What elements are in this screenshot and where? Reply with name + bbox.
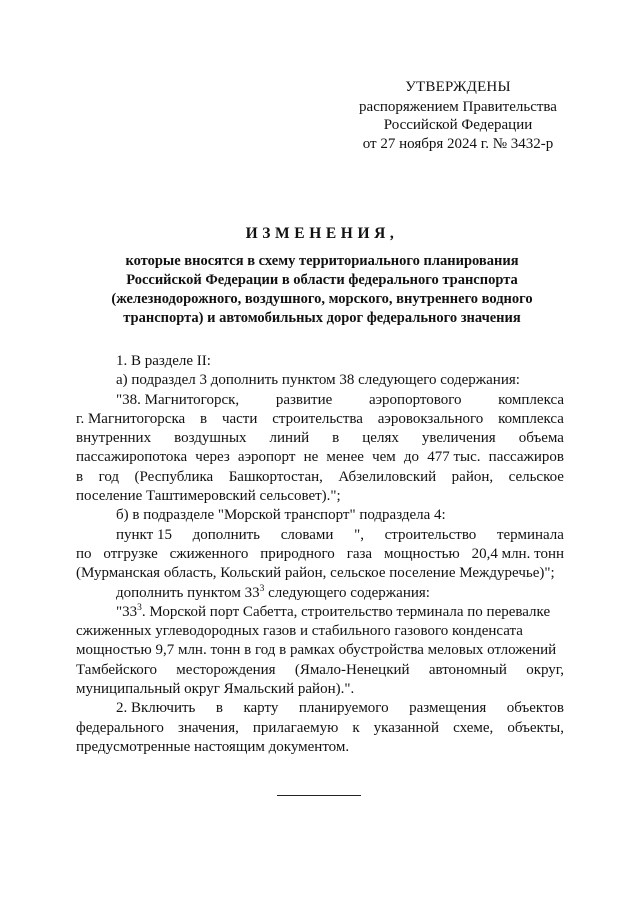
word: аэропортового [368,391,462,408]
paragraph-line [76,429,564,448]
word: 2. Включить [116,700,196,717]
word: мощностью [383,545,460,562]
word: словами [280,526,334,543]
word: комплекса [498,410,564,427]
word: дополнить [192,526,261,543]
word: строительство [384,526,477,543]
word: увеличения [421,430,496,447]
word: аэропорт [237,449,296,466]
word: воздушных [174,430,247,447]
word: через [195,449,230,466]
paragraph-line: (Мурманская область, Кольский район, сельское поселение Междуречье)"; [76,565,555,582]
paragraph-line: муниципальный округ Ямальский район).". [76,681,355,698]
word: объектов [506,700,564,717]
word: район, [451,468,494,485]
word: целях [362,430,399,447]
paragraph-line [76,661,564,680]
word: автономный [428,661,507,678]
paragraph-add-item: дополнить пунктом $33^3$ следующего содержания: [116,583,430,601]
word: Абзелиловский [338,468,437,485]
word: сжиженного [169,545,249,562]
word: к [352,719,360,736]
word: схеме, [453,719,494,736]
word: федерального [76,719,164,736]
word: пассажиров [488,449,564,466]
approval-line: распоряжением Правительства [359,98,557,115]
word: (Республика [134,468,214,485]
paragraph-line [76,545,564,564]
word: по [76,545,92,562]
word: месторождения [176,661,276,678]
word: линий [269,430,310,447]
closing-rule-line [277,795,361,796]
word: карту [243,700,279,717]
word: Башкортостан, [228,468,323,485]
subtitle-line: транспорта) и автомобильных дорог федерального значения [123,310,521,326]
word: 477 тыс. [427,449,481,466]
word: объема [518,430,564,447]
subtitle-line: (железнодорожного, воздушного, морского, внутреннего водного [111,291,533,307]
word: "38. Магнитогорск, [116,391,240,408]
word: части [221,410,258,427]
paragraph-line [76,391,564,410]
word: округ, [526,661,564,678]
word: терминала [496,526,564,543]
paragraph-item-b: б) в подразделе "Морской транспорт" подраздела 4: [116,507,446,524]
word: в [332,430,340,447]
paragraph-line [76,448,564,467]
word: год [98,468,120,485]
word: газа [346,545,373,562]
word: до [403,449,420,466]
paragraph-line: "$33^3$. Морской порт Сабетта, строительство терминала по перевалке [116,602,551,620]
paragraph-line: поселение Таштимеровский сельсовет)."; [76,488,341,505]
word: в [76,468,84,485]
paragraph-line [76,526,564,545]
word: г. Магнитогорска [76,410,186,427]
paragraph-line [76,719,564,738]
paragraph-item-a: а) подраздел 3 дополнить пунктом 38 следующего содержания: [116,372,520,389]
word: чем [372,449,396,466]
word: в [215,700,223,717]
word: размещения [409,700,487,717]
approval-line: Российской Федерации [383,117,533,133]
word: развитие [275,391,333,408]
word: отгрузке [103,545,158,562]
approval-stamp [348,78,568,153]
paragraph-line: сжиженных углеводородных газов и стабильного газового конденсата [76,623,523,640]
word: объекты, [507,719,564,736]
word: не [303,449,319,466]
paragraph-line: мощностью 9,7 млн. тонн в год в рамках обустройства меловых отложений [76,642,557,659]
word: 20,4 млн. тонн [471,545,564,562]
paragraph-section-2 [76,699,564,718]
word: ", [354,526,364,543]
word: сельское [508,468,564,485]
document-subtitle [70,252,574,328]
word: аэровокзального [377,410,484,427]
word: пассажиропотока [76,449,188,466]
word: планируемого [298,700,389,717]
document-title-block [70,225,574,328]
word: внутренних [76,430,152,447]
word: Тамбейского [76,661,158,678]
paragraph-line [76,468,564,487]
document-title: ИЗМЕНЕНИЯ, [245,225,399,242]
word: в [200,410,208,427]
approval-date-number: от 27 ноября 2024 г. № 3432-р [362,135,554,152]
word: строительства [272,410,363,427]
word: пункт 15 [116,526,172,543]
subtitle-line: которые вносятся в схему территориального планирования [125,253,519,269]
word: (Ямало-Ненецкий [294,661,410,678]
approval-heading: УТВЕРЖДЕНЫ [405,79,511,95]
paragraph-section-1: 1. В разделе II: [116,353,211,369]
paragraph-line [76,410,564,429]
subtitle-line: Российской Федерации в области федерального транспорта [126,272,518,288]
paragraph-line: предусмотренные настоящим документом. [76,738,350,755]
word: значения, [177,719,239,736]
word: прилагаемую [252,719,339,736]
document-body [76,352,564,757]
word: указанной [373,719,440,736]
word: природного [260,545,335,562]
word: комплекса [498,391,564,408]
word: менее [326,449,364,466]
